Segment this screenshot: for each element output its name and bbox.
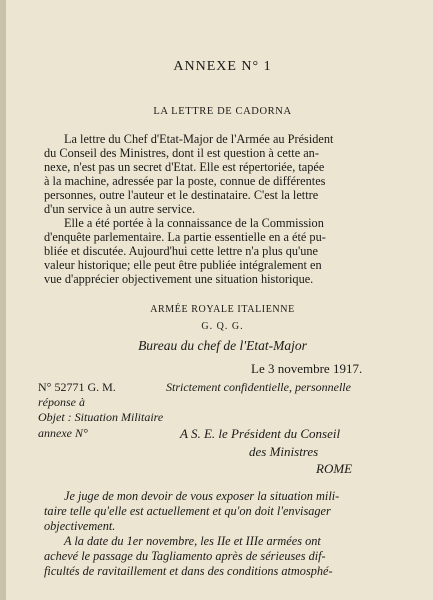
letter-recipient-city: ROME	[316, 461, 353, 476]
letter-recipient: A S. E. le Président du Conseil	[180, 426, 341, 441]
letter-body-line: A la date du 1er novembre, les IIe et IIIe armées ont	[64, 534, 321, 548]
letter-body-line: ficultés de ravitaillement et dans des conditions atmosphé-	[44, 564, 333, 578]
letter-body-line: achevé le passage du Tagliamento après de sérieuses dif-	[44, 549, 326, 563]
letter-body-line: taire telle qu'elle est actuellement et qu'on doit l'envisager	[44, 504, 331, 518]
letter-annex: annexe N°	[38, 426, 88, 440]
paragraph-line: d'enquête parlementaire. La partie essentielle en a été pu-	[44, 230, 326, 244]
letter-reply-to: réponse à	[38, 395, 85, 409]
paragraph-line: bliée et discutée. Aujourd'hui cette lettre n'a plus qu'une	[44, 244, 319, 258]
paragraph-line: La lettre du Chef d'Etat-Major de l'Armée au Président	[64, 132, 334, 146]
paragraph-line: Elle a été portée à la connaissance de la Commission	[64, 216, 324, 230]
letter-header-army: ARMÉE ROYALE ITALIENNE	[150, 304, 295, 315]
paragraph-line: à la machine, adressée par la poste, connue de différentes	[44, 174, 326, 188]
letter-body-line: objectivement.	[44, 519, 116, 533]
letter-object: Objet : Situation Militaire	[38, 410, 164, 424]
paragraph-line: nexe, n'est pas un secret d'Etat. Elle est répertoriée, tapée	[44, 160, 325, 174]
paragraph-line: valeur historique; elle peut être publiée intégralement en	[44, 258, 322, 272]
paragraph-line: du Conseil des Ministres, dont il est question à cette an-	[44, 146, 319, 160]
letter-header-gqg: G. Q. G.	[201, 321, 244, 332]
letter-ref-number: N° 52771 G. M.	[38, 380, 116, 394]
letter-body-line: Je juge de mon devoir de vous exposer la situation mili-	[64, 489, 340, 503]
section-subtitle: LA LETTRE DE CADORNA	[153, 106, 292, 117]
annex-title: ANNEXE N° 1	[173, 59, 272, 74]
paragraph-line: vue d'apprécier objectivement une situation historique.	[44, 272, 314, 286]
paragraph-line: personnes, outre l'auteur et le destinataire. C'est la lettre	[44, 188, 319, 202]
letter-recipient: des Ministres	[249, 444, 319, 459]
letter-header-bureau: Bureau du chef de l'Etat-Major	[138, 338, 307, 353]
letter-date: Le 3 novembre 1917.	[251, 361, 363, 376]
paragraph-line: d'un service à un autre service.	[44, 202, 196, 216]
letter-confidential: Strictement confidentielle, personnelle	[166, 380, 351, 394]
